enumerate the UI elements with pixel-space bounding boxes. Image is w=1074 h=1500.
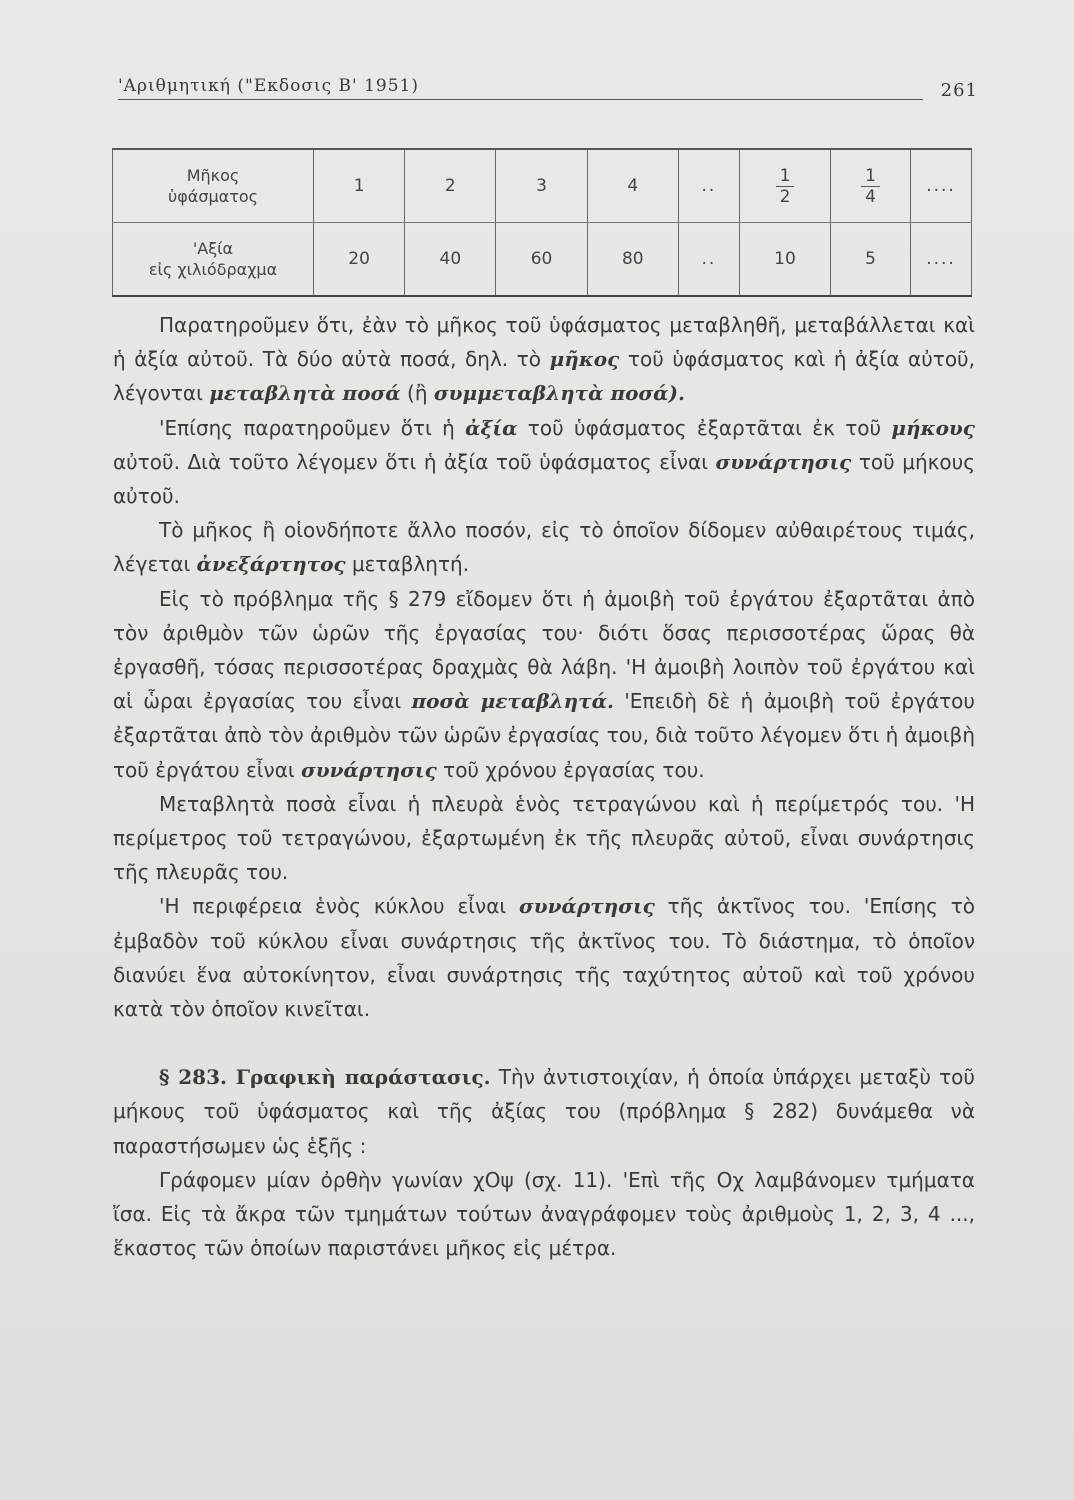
- table-cell-ellipsis: ....: [911, 149, 972, 223]
- paragraph: Εἰς τὸ πρόβλημα τῆς § 279 εἴδομεν ὅτι ἡ ἀμοιβὴ τοῦ ἐργάτου ἐξαρτᾶται ἀπὸ τὸν ἀριθμὸν τῶν ὡρῶν τῆς ἐργασίας του· διότι ὅσας περισσοτέρας ὥρας θὰ ἐργασθῆ, τόσας περισσοτέρας δραχμὰς θὰ λάβη. 'Η ἀμοιβὴ λοιπὸν τοῦ ἐργάτου καὶ αἱ ὧραι ἐργασίας του εἶναι ποσὰ μεταβλητά. 'Επειδὴ δὲ ἡ ἀμοιβὴ τοῦ ἐργάτου ἐξαρτᾶται ἀπὸ τὸν ἀριθμὸν τῶν ὡρῶν ἐργασίας του, διὰ τοῦτο λέγομεν ὅτι ἡ ἀμοιβὴ τοῦ ἐργάτου εἶναι συνάρτησις τοῦ χρόνου ἐργασίας του.: [113, 586, 975, 782]
- row-label-value: 'Αξία εἰς χιλιόδραχμα: [113, 223, 314, 297]
- table-row: [113, 149, 972, 223]
- table-cell: 1: [314, 149, 405, 223]
- section-paragraph: § 283. Γραφικὴ παράστασις. Τὴν ἀντιστοιχίαν, ἡ ὁποία ὑπάρχει μεταξὺ τοῦ μήκους τοῦ ὑφάσματος καὶ τῆς ἀξίας του (πρόβλημα § 282) δυνάμεθα νὰ παραστήσωμεν ὡς ἑξῆς :: [113, 1065, 975, 1158]
- paragraph: Μεταβλητὰ ποσὰ εἶναι ἡ πλευρὰ ἑνὸς τετραγώνου καὶ ἡ περίμετρός του. 'Η περίμετρος τοῦ τετραγώνου, ἐξαρτωμένη ἐκ τῆς πλευρᾶς αὐτοῦ, εἶναι συνάρτησις τῆς πλευρᾶς του.: [113, 791, 975, 885]
- table-cell-ellipsis: ....: [911, 223, 972, 297]
- paragraph: 'Η περιφέρεια ἑνὸς κύκλου εἶναι συνάρτησις τῆς ἀκτῖνος του. 'Επίσης τὸ ἐμβαδὸν τοῦ κύκλου εἶναι συνάρτησις τῆς ἀκτῖνος του. Τὸ διάστημα, τὸ ὁποῖον διανύει ἕνα αὐτοκίνητον, εἶναι συνάρτησις τῆς ταχύτητος αὐτοῦ καὶ τοῦ χρόνου κατὰ τὸν ὁποῖον κινεῖται.: [113, 894, 975, 1022]
- paragraph: Τὸ μῆκος ἢ οἱονδήποτε ἄλλο ποσόν, εἰς τὸ ὁποῖον δίδομεν αὐθαιρέτους τιμάς, λέγεται ἀνεξάρτητος μεταβλητή.: [113, 518, 975, 577]
- table-cell: 60: [496, 223, 587, 297]
- table-cell: 3: [496, 149, 587, 223]
- table-cell: 20: [314, 223, 405, 297]
- section-heading: § 283. Γραφικὴ παράστασις.: [159, 1065, 491, 1090]
- paragraph: Γράφομεν μίαν ὀρθὴν γωνίαν χΟψ (σχ. 11). 'Επὶ τῆς Οχ λαμβάνομεν τμήματα ἴσα. Εἰς τὰ ἄκρα τῶν τμημάτων τούτων ἀναγράφομεν τοὺς ἀριθμοὺς 1, 2, 3, 4 ..., ἕκαστος τῶν ὁποίων παριστάνει μῆκος εἰς μέτρα.: [113, 1167, 975, 1261]
- table-cell-fraction: $\frac{1}{4}$: [831, 149, 911, 223]
- table-cell: 40: [405, 223, 496, 297]
- table-row: [113, 223, 972, 297]
- table-cell: 5: [831, 223, 911, 297]
- table-cell-ellipsis: ..: [678, 149, 739, 223]
- table-cell-fraction: $\frac{1}{2}$: [739, 149, 830, 223]
- table-cell: 2: [405, 149, 496, 223]
- table-cell: 80: [587, 223, 678, 297]
- row-label-length: Μῆκος ὑφάσματος: [113, 149, 314, 223]
- table-cell: 10: [739, 223, 830, 297]
- table-cell-ellipsis: ..: [678, 223, 739, 297]
- length-value-table: [112, 148, 972, 297]
- paragraph: Παρατηροῦμεν ὅτι, ἐὰν τὸ μῆκος τοῦ ὑφάσματος μεταβληθῆ, μεταβάλλεται καὶ ἡ ἀξία αὐτοῦ. Τὰ δύο αὐτὰ ποσά, δηλ. τὸ μῆκος τοῦ ὑφάσματος καὶ ἡ ἀξία αὐτοῦ, λέγονται μεταβλητὰ ποσά (ἢ συμμεταβλητὰ ποσά).: [113, 313, 975, 406]
- table-cell: 4: [587, 149, 678, 223]
- page-number: 261: [940, 80, 978, 101]
- paragraph: 'Επίσης παρατηροῦμεν ὅτι ἡ ἀξία τοῦ ὑφάσματος ἐξαρτᾶται ἐκ τοῦ μήκους αὐτοῦ. Διὰ τοῦτο λέγομεν ὅτι ἡ ἀξία τοῦ ὑφάσματος εἶναι συνάρτησις τοῦ μήκους αὐτοῦ.: [113, 415, 975, 509]
- page-header: [118, 76, 978, 104]
- running-head: 'Αριθμητική ("Εκδοσις Β' 1951): [118, 76, 923, 100]
- body-text: [113, 308, 975, 1265]
